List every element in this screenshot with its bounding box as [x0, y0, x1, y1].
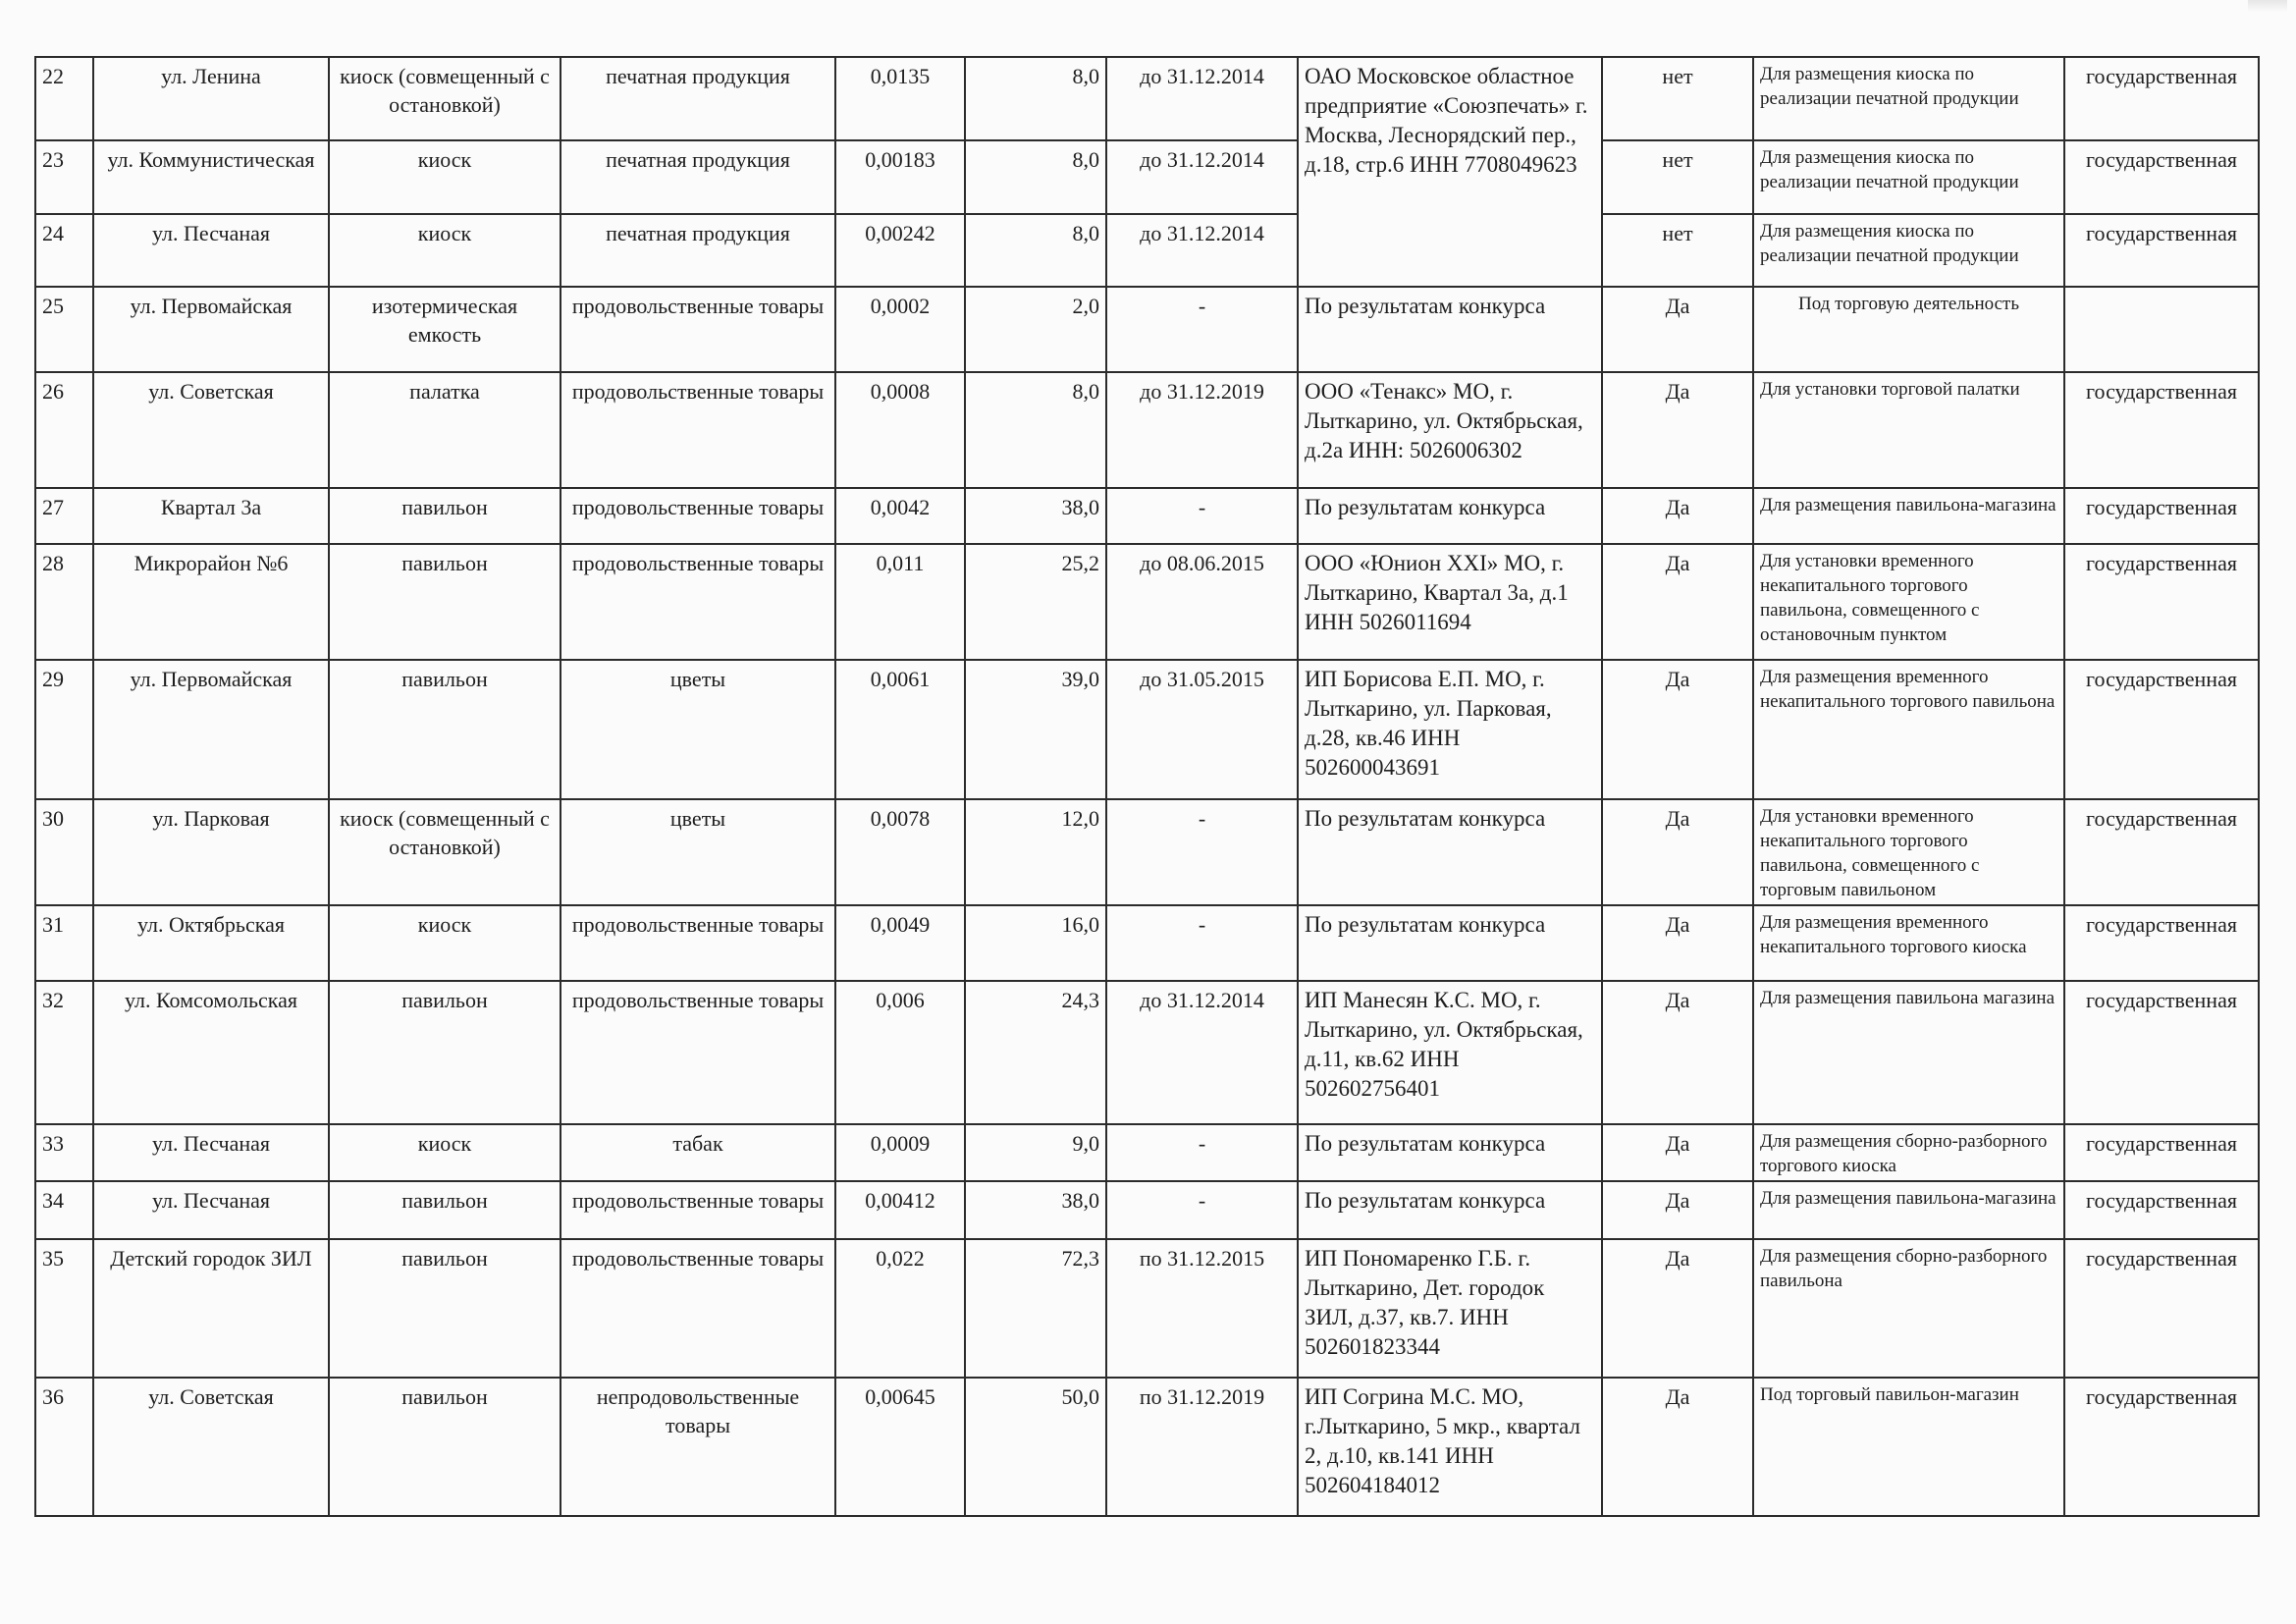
term-cell: до 31.12.2014: [1106, 140, 1298, 214]
purpose-cell: Под торговую деятельность: [1753, 287, 2064, 372]
table-row: [35, 287, 2259, 372]
goods-cell: печатная продукция: [561, 57, 835, 140]
property-cell: государственная: [2064, 372, 2259, 488]
owner-cell: ИП Манесян К.С. МО, г. Лыткарино, ул. Октябрьская, д.11, кв.62 ИНН 502602756401: [1298, 981, 1602, 1124]
object-type-cell: павильон: [329, 1378, 561, 1516]
goods-cell: продовольственные товары: [561, 1181, 835, 1239]
purpose-cell: Для размещения временного некапитального торгового киоска: [1753, 905, 2064, 981]
goods-cell: печатная продукция: [561, 214, 835, 287]
row-number: 28: [35, 544, 93, 660]
term-cell: -: [1106, 287, 1298, 372]
purpose-cell: Для размещения временного некапитального торгового павильона: [1753, 660, 2064, 799]
area-ha-cell: 0,0078: [835, 799, 965, 905]
purpose-cell: Для размещения павильона магазина: [1753, 981, 2064, 1124]
competition-cell: нет: [1602, 57, 1753, 140]
property-cell: государственная: [2064, 1378, 2259, 1516]
area-ha-cell: 0,0049: [835, 905, 965, 981]
object-type-cell: изотермическая емкость: [329, 287, 561, 372]
purpose-cell: Для размещения киоска по реализации печатной продукции: [1753, 214, 2064, 287]
area-m2-cell: 38,0: [965, 1181, 1106, 1239]
term-cell: -: [1106, 488, 1298, 544]
area-m2-cell: 50,0: [965, 1378, 1106, 1516]
owner-cell: По результатам конкурса: [1298, 287, 1602, 372]
purpose-cell: Для размещения павильона-магазина: [1753, 488, 2064, 544]
goods-cell: цветы: [561, 799, 835, 905]
term-cell: -: [1106, 905, 1298, 981]
table-row: [35, 140, 2259, 214]
goods-cell: продовольственные товары: [561, 372, 835, 488]
property-cell: государственная: [2064, 488, 2259, 544]
goods-cell: цветы: [561, 660, 835, 799]
area-m2-cell: 9,0: [965, 1124, 1106, 1181]
object-type-cell: киоск (совмещенный с остановкой): [329, 57, 561, 140]
purpose-cell: Для размещения киоска по реализации печатной продукции: [1753, 140, 2064, 214]
table-row: [35, 905, 2259, 981]
goods-cell: табак: [561, 1124, 835, 1181]
row-number: 25: [35, 287, 93, 372]
purpose-cell: Под торговый павильон-магазин: [1753, 1378, 2064, 1516]
goods-cell: продовольственные товары: [561, 488, 835, 544]
object-type-cell: киоск: [329, 214, 561, 287]
object-type-cell: киоск: [329, 905, 561, 981]
table-row: [35, 544, 2259, 660]
location-cell: ул. Парковая: [93, 799, 329, 905]
area-ha-cell: 0,0008: [835, 372, 965, 488]
area-ha-cell: 0,0042: [835, 488, 965, 544]
area-ha-cell: 0,00183: [835, 140, 965, 214]
area-m2-cell: 16,0: [965, 905, 1106, 981]
row-number: 22: [35, 57, 93, 140]
area-ha-cell: 0,0009: [835, 1124, 965, 1181]
competition-cell: Да: [1602, 544, 1753, 660]
area-ha-cell: 0,00242: [835, 214, 965, 287]
location-cell: ул. Комсомольская: [93, 981, 329, 1124]
owner-cell-shared: ОАО Московское областное предприятие «Союзпечать» г. Москва, Леснорядский пер., д.18, стр.6 ИНН 7708049623: [1298, 57, 1602, 287]
location-cell: ул. Коммунистическая: [93, 140, 329, 214]
table-row: [35, 1239, 2259, 1378]
row-number: 32: [35, 981, 93, 1124]
owner-cell: ИП Согрина М.С. МО, г.Лыткарино, 5 мкр., квартал 2, д.10, кв.141 ИНН 502604184012: [1298, 1378, 1602, 1516]
property-cell: государственная: [2064, 140, 2259, 214]
object-type-cell: павильон: [329, 488, 561, 544]
row-number: 31: [35, 905, 93, 981]
term-cell: до 31.05.2015: [1106, 660, 1298, 799]
owner-cell: По результатам конкурса: [1298, 1181, 1602, 1239]
term-cell: по 31.12.2019: [1106, 1378, 1298, 1516]
owner-cell: По результатам конкурса: [1298, 488, 1602, 544]
term-cell: по 31.12.2015: [1106, 1239, 1298, 1378]
table-row: [35, 1181, 2259, 1239]
property-cell: государственная: [2064, 981, 2259, 1124]
term-cell: до 31.12.2014: [1106, 214, 1298, 287]
competition-cell: Да: [1602, 660, 1753, 799]
competition-cell: Да: [1602, 287, 1753, 372]
location-cell: Квартал 3а: [93, 488, 329, 544]
term-cell: до 31.12.2014: [1106, 981, 1298, 1124]
row-number: 27: [35, 488, 93, 544]
property-cell: государственная: [2064, 660, 2259, 799]
purpose-cell: Для размещения киоска по реализации печатной продукции: [1753, 57, 2064, 140]
area-m2-cell: 2,0: [965, 287, 1106, 372]
property-cell: [2064, 287, 2259, 372]
competition-cell: Да: [1602, 1124, 1753, 1181]
object-type-cell: киоск: [329, 1124, 561, 1181]
location-cell: ул. Песчаная: [93, 1181, 329, 1239]
table-row: [35, 1124, 2259, 1181]
row-number: 30: [35, 799, 93, 905]
location-cell: ул. Песчаная: [93, 1124, 329, 1181]
purpose-cell: Для установки временного некапитального торгового павильона, совмещенного с остановочным пунктом: [1753, 544, 2064, 660]
row-number: 23: [35, 140, 93, 214]
area-ha-cell: 0,00645: [835, 1378, 965, 1516]
area-m2-cell: 8,0: [965, 57, 1106, 140]
owner-cell: По результатам конкурса: [1298, 799, 1602, 905]
owner-cell: ООО «Тенакс» МО, г. Лыткарино, ул. Октябрьская, д.2а ИНН: 5026006302: [1298, 372, 1602, 488]
competition-cell: Да: [1602, 1181, 1753, 1239]
location-cell: ул. Советская: [93, 372, 329, 488]
table-row: [35, 57, 2259, 140]
purpose-cell: Для размещения сборно-разборного торгового киоска: [1753, 1124, 2064, 1181]
location-cell: ул. Советская: [93, 1378, 329, 1516]
competition-cell: Да: [1602, 1239, 1753, 1378]
term-cell: до 31.12.2019: [1106, 372, 1298, 488]
table-row: [35, 214, 2259, 287]
object-type-cell: павильон: [329, 1181, 561, 1239]
row-number: 34: [35, 1181, 93, 1239]
area-ha-cell: 0,0135: [835, 57, 965, 140]
property-cell: государственная: [2064, 799, 2259, 905]
property-cell: государственная: [2064, 905, 2259, 981]
row-number: 29: [35, 660, 93, 799]
purpose-cell: Для установки торговой палатки: [1753, 372, 2064, 488]
table-row: [35, 488, 2259, 544]
row-number: 36: [35, 1378, 93, 1516]
object-type-cell: павильон: [329, 981, 561, 1124]
owner-cell: По результатам конкурса: [1298, 905, 1602, 981]
property-cell: государственная: [2064, 57, 2259, 140]
purpose-cell: Для размещения павильона-магазина: [1753, 1181, 2064, 1239]
property-cell: государственная: [2064, 1239, 2259, 1378]
area-m2-cell: 12,0: [965, 799, 1106, 905]
row-number: 26: [35, 372, 93, 488]
location-cell: ул. Октябрьская: [93, 905, 329, 981]
term-cell: -: [1106, 1181, 1298, 1239]
competition-cell: Да: [1602, 372, 1753, 488]
property-cell: государственная: [2064, 1124, 2259, 1181]
area-ha-cell: 0,011: [835, 544, 965, 660]
term-cell: до 31.12.2014: [1106, 57, 1298, 140]
purpose-cell: Для размещения сборно-разборного павильона: [1753, 1239, 2064, 1378]
location-cell: Микрорайон №6: [93, 544, 329, 660]
object-type-cell: киоск: [329, 140, 561, 214]
scan-artifact: [2248, 0, 2287, 12]
area-m2-cell: 25,2: [965, 544, 1106, 660]
area-ha-cell: 0,0061: [835, 660, 965, 799]
competition-cell: нет: [1602, 140, 1753, 214]
location-cell: ул. Песчаная: [93, 214, 329, 287]
area-ha-cell: 0,00412: [835, 1181, 965, 1239]
owner-cell: ИП Борисова Е.П. МО, г. Лыткарино, ул. Парковая, д.28, кв.46 ИНН 502600043691: [1298, 660, 1602, 799]
area-m2-cell: 8,0: [965, 214, 1106, 287]
area-m2-cell: 39,0: [965, 660, 1106, 799]
table-row: [35, 372, 2259, 488]
table-row: [35, 799, 2259, 905]
goods-cell: продовольственные товары: [561, 1239, 835, 1378]
location-cell: ул. Ленина: [93, 57, 329, 140]
row-number: 24: [35, 214, 93, 287]
object-type-cell: палатка: [329, 372, 561, 488]
competition-cell: Да: [1602, 905, 1753, 981]
goods-cell: продовольственные товары: [561, 981, 835, 1124]
area-ha-cell: 0,022: [835, 1239, 965, 1378]
purpose-cell: Для установки временного некапитального торгового павильона, совмещенного с торговым павильоном: [1753, 799, 2064, 905]
row-number: 33: [35, 1124, 93, 1181]
property-cell: государственная: [2064, 544, 2259, 660]
term-cell: -: [1106, 799, 1298, 905]
area-ha-cell: 0,006: [835, 981, 965, 1124]
goods-cell: продовольственные товары: [561, 544, 835, 660]
table-row: [35, 660, 2259, 799]
owner-cell: По результатам конкурса: [1298, 1124, 1602, 1181]
trade-objects-table: [34, 56, 2260, 1517]
goods-cell: продовольственные товары: [561, 287, 835, 372]
competition-cell: нет: [1602, 214, 1753, 287]
table-row: [35, 1378, 2259, 1516]
row-number: 35: [35, 1239, 93, 1378]
term-cell: -: [1106, 1124, 1298, 1181]
area-ha-cell: 0,0002: [835, 287, 965, 372]
goods-cell: печатная продукция: [561, 140, 835, 214]
object-type-cell: павильон: [329, 660, 561, 799]
goods-cell: непродовольственные товары: [561, 1378, 835, 1516]
property-cell: государственная: [2064, 1181, 2259, 1239]
table-row: [35, 981, 2259, 1124]
area-m2-cell: 38,0: [965, 488, 1106, 544]
owner-cell: ООО «Юнион XXI» МО, г. Лыткарино, Квартал 3а, д.1 ИНН 5026011694: [1298, 544, 1602, 660]
competition-cell: Да: [1602, 488, 1753, 544]
location-cell: ул. Первомайская: [93, 660, 329, 799]
area-m2-cell: 8,0: [965, 372, 1106, 488]
competition-cell: Да: [1602, 799, 1753, 905]
competition-cell: Да: [1602, 1378, 1753, 1516]
object-type-cell: киоск (совмещенный с остановкой): [329, 799, 561, 905]
competition-cell: Да: [1602, 981, 1753, 1124]
object-type-cell: павильон: [329, 544, 561, 660]
area-m2-cell: 72,3: [965, 1239, 1106, 1378]
owner-cell: ИП Пономаренко Г.Б. г. Лыткарино, Дет. городок ЗИЛ, д.37, кв.7. ИНН 502601823344: [1298, 1239, 1602, 1378]
object-type-cell: павильон: [329, 1239, 561, 1378]
goods-cell: продовольственные товары: [561, 905, 835, 981]
term-cell: до 08.06.2015: [1106, 544, 1298, 660]
location-cell: Детский городок ЗИЛ: [93, 1239, 329, 1378]
location-cell: ул. Первомайская: [93, 287, 329, 372]
area-m2-cell: 24,3: [965, 981, 1106, 1124]
property-cell: государственная: [2064, 214, 2259, 287]
area-m2-cell: 8,0: [965, 140, 1106, 214]
